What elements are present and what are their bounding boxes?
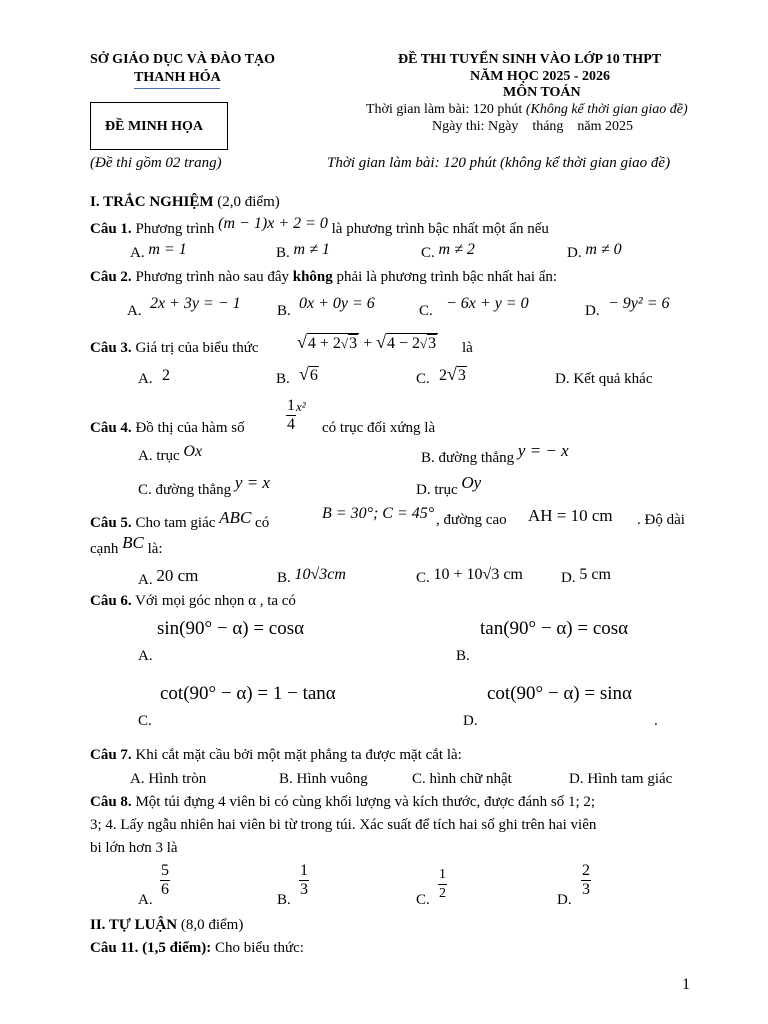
- q5-triangle: ABC: [219, 508, 252, 527]
- q3-b-key: B.: [276, 371, 290, 387]
- q2-pre: Phương trình nào sau đây: [131, 269, 293, 285]
- q1-c-key: C.: [421, 245, 435, 261]
- q6-b-key: B.: [456, 648, 470, 664]
- q4-pre: Đồ thị của hàm số: [131, 420, 245, 436]
- q5-post: . Độ dài: [637, 512, 685, 528]
- q6-label: Câu 6.: [90, 593, 132, 609]
- exam-title: ĐỀ THI TUYỂN SINH VÀO LỚP 10 THPT: [398, 52, 662, 67]
- q1-b-key: B.: [276, 245, 290, 261]
- q8-c-den: 2: [439, 886, 446, 901]
- q2-post: phải là phương trình bậc nhất hai ẩn:: [332, 269, 558, 285]
- q8-line3: bi lớn hơn 3 là: [90, 840, 178, 856]
- q1-expression: (m − 1)x + 2 = 0: [218, 215, 328, 232]
- q6-c-formula: cot(90° − α) = 1 − tanα: [160, 683, 336, 704]
- q7-option-d: D. Hình tam giác: [569, 771, 673, 787]
- q5-option-b: [277, 566, 346, 587]
- q7-option-b: B. Hình vuông: [279, 771, 368, 787]
- q4-option-d: [416, 473, 482, 499]
- q3-d-key: D.: [555, 371, 570, 387]
- q6-d-formula: cot(90° − α) = sinα: [487, 683, 632, 704]
- q2-c-value: − 6x + y = 0: [446, 295, 529, 312]
- q1-pre: Phương trình: [131, 221, 219, 237]
- q4-d-key: D. trục: [416, 482, 462, 498]
- q4-d-value: Oy: [461, 473, 482, 492]
- q2-a-key: A.: [127, 303, 142, 319]
- q4-a-key: A. trục: [138, 448, 184, 464]
- q4-denominator: 4: [287, 416, 295, 433]
- radical-icon: √: [376, 332, 386, 352]
- time-note: [366, 102, 688, 118]
- q3-plus: +: [363, 335, 373, 352]
- exam-date: Ngày thi: Ngày tháng năm 2025: [432, 119, 634, 134]
- q5-d-key: D.: [561, 570, 576, 586]
- q8-d-key: D.: [557, 892, 572, 908]
- q8-line1: Một túi đựng 4 viên bi có cùng khối lượng và kích thước, được đánh số 1; 2;: [131, 794, 596, 810]
- q4-numerator: 1: [287, 397, 295, 414]
- q4-option-b: [421, 441, 569, 467]
- sample-exam-label: ĐỀ MINH HỌA: [105, 119, 203, 134]
- q3-pre: Giá trị của biểu thức: [131, 340, 259, 356]
- q1-label: Câu 1.: [90, 221, 132, 237]
- q4-post: có trục đối xứng là: [322, 420, 436, 436]
- q6-trailing-dot: .: [654, 713, 658, 729]
- question-6: [90, 593, 296, 610]
- q7-option-a: A. Hình tròn: [130, 771, 207, 787]
- q4-a-value: Ox: [183, 443, 203, 460]
- q11-label: Câu 11. (1,5 điểm):: [90, 940, 212, 956]
- q8-a-num: 5: [161, 862, 169, 879]
- q1-a-key: A.: [130, 245, 145, 261]
- q4-option-c: [138, 473, 270, 499]
- q3-c-key: C.: [416, 371, 430, 387]
- q5-a-key: A.: [138, 572, 153, 588]
- q3-label: Câu 3.: [90, 340, 132, 356]
- q2-b-key: B.: [277, 303, 291, 319]
- question-7: [90, 747, 462, 764]
- q6-a-key: A.: [138, 648, 153, 664]
- time-note-italic: (Không kể thời gian giao đề): [525, 102, 688, 117]
- question-11: [90, 940, 304, 957]
- q4-c-key: C. đường thẳng: [138, 482, 235, 498]
- q2-d-key: D.: [585, 303, 600, 319]
- q8-c-key: C.: [416, 892, 430, 908]
- radical-icon: √: [447, 364, 457, 384]
- q6-pre: Với mọi góc nhọn α , ta có: [131, 593, 296, 609]
- q6-c-key: C.: [138, 713, 152, 729]
- question-2: [90, 269, 557, 286]
- q5-angles: B = 30°; C = 45°: [322, 505, 435, 522]
- q4-label: Câu 4.: [90, 420, 132, 436]
- q5-d-value: 5 cm: [579, 566, 611, 583]
- header-underline: [134, 88, 220, 89]
- q2-c-key: C.: [419, 303, 433, 319]
- q3-expression: [297, 332, 438, 353]
- q8-line2: 3; 4. Lấy ngẫu nhiên hai viên bi từ trong túi. Xác suất để tích hai số ghi trên hai viên: [90, 817, 597, 833]
- q1-c-value: m ≠ 2: [438, 241, 475, 258]
- q8-d-fraction: [581, 862, 591, 899]
- q8-a-fraction: [160, 862, 170, 899]
- q2-a-value: 2x + 3y = − 1: [150, 295, 241, 312]
- q8-label: Câu 8.: [90, 794, 132, 810]
- radical-icon: √: [297, 332, 307, 352]
- q5-altitude: AH = 10 cm: [528, 506, 613, 525]
- q1-d-value: m ≠ 0: [585, 241, 622, 258]
- q2-bold: không: [292, 269, 333, 285]
- q8-b-key: B.: [277, 892, 291, 908]
- q4-b-key: B. đường thẳng: [421, 450, 518, 466]
- q8-b-num: 1: [300, 862, 308, 879]
- q4-b-value: y = − x: [517, 441, 569, 460]
- province-name: THANH HÓA: [134, 70, 221, 85]
- time-note-prefix: Thời gian làm bài: 120 phút: [366, 102, 526, 117]
- q5-line2-prefix: cạnh: [90, 541, 123, 557]
- q4-function: [286, 397, 306, 434]
- q5-mid2: , đường cao: [436, 512, 507, 528]
- part1-points: (2,0 điểm): [213, 194, 280, 210]
- question-1: [90, 215, 549, 238]
- q7-label: Câu 7.: [90, 747, 132, 763]
- q3-radicand-1: 4 + 2: [307, 335, 341, 352]
- q1-post: là phương trình bậc nhất một ẩn nếu: [327, 221, 549, 237]
- q2-label: Câu 2.: [90, 269, 132, 285]
- q5-option-c: [416, 566, 523, 587]
- q3-c-value: [439, 364, 467, 385]
- q8-d-num: 2: [582, 862, 590, 879]
- q3-post: là: [462, 340, 473, 356]
- part2-title: II. TỰ LUẬN: [90, 917, 178, 933]
- q4-variable: x²: [296, 398, 306, 414]
- part2-points: (8,0 điểm): [177, 917, 244, 933]
- page-number: 1: [682, 976, 690, 993]
- q8-b-fraction: [299, 862, 309, 899]
- question-4: [90, 420, 245, 437]
- q3-root-3b: 3: [428, 335, 437, 352]
- q5-c-key: C.: [416, 570, 430, 586]
- q5-b-key: B.: [277, 570, 291, 586]
- q7-text: Khi cắt mặt cầu bởi một mặt phẳng ta được mặt cắt là:: [131, 747, 462, 763]
- q3-b-radicand: 6: [309, 367, 318, 384]
- q1-d-key: D.: [567, 245, 582, 261]
- q3-b-value: [299, 364, 319, 385]
- q4-option-a: [138, 443, 203, 465]
- pages-note: (Đề thi gồm 02 trang): [90, 155, 222, 171]
- q8-a-den: 6: [161, 881, 169, 898]
- q1-option-c: [421, 241, 475, 262]
- radical-icon: √: [420, 336, 428, 351]
- q5-label: Câu 5.: [90, 515, 132, 531]
- q5-line2: [90, 533, 163, 558]
- q7-option-c: C. hình chữ nhật: [412, 771, 512, 787]
- time-note-2: Thời gian làm bài: 120 phút (không kể thời gian giao đề): [327, 155, 671, 171]
- q5-pre: Cho tam giác: [131, 515, 220, 531]
- part2-heading: [90, 917, 243, 934]
- q8-c-num: 1: [438, 866, 447, 885]
- q1-option-d: [567, 241, 622, 262]
- q5-c-value: 10 + 10√3 cm: [433, 566, 523, 583]
- radical-icon: √: [340, 336, 349, 351]
- question-3: [90, 340, 259, 357]
- q3-a-key: A.: [138, 371, 153, 387]
- q1-a-value: m = 1: [148, 241, 187, 258]
- q2-d-value: − 9y² = 6: [608, 295, 670, 312]
- q8-b-den: 3: [300, 881, 308, 898]
- q5-line2-suffix: là:: [143, 541, 163, 557]
- q3-root-3a: 3: [349, 335, 358, 352]
- q5-b-value: 10√3cm: [294, 566, 346, 583]
- q5-option-d: [561, 566, 611, 587]
- q1-option-a: [130, 241, 187, 262]
- q5-a-value: 20 cm: [156, 566, 199, 585]
- q3-c-coef: 2: [439, 367, 447, 384]
- department-name: SỞ GIÁO DỤC VÀ ĐÀO TẠO: [90, 52, 276, 67]
- q6-b-formula: tan(90° − α) = cosα: [480, 618, 629, 639]
- q5-option-a: [138, 566, 199, 589]
- question-5: [90, 508, 270, 532]
- question-8: [90, 794, 595, 811]
- q8-a-key: A.: [138, 892, 153, 908]
- q5-mid: có: [251, 515, 270, 531]
- q4-c-value: y = x: [234, 473, 270, 492]
- part1-title: I. TRẮC NGHIỆM: [90, 194, 214, 210]
- q2-b-value: 0x + 0y = 6: [299, 295, 375, 312]
- q6-d-key: D.: [463, 713, 478, 729]
- q5-side: BC: [122, 533, 144, 552]
- q3-option-d: [555, 371, 652, 388]
- subject: MÔN TOÁN: [503, 85, 581, 100]
- q1-option-b: [276, 241, 330, 262]
- school-year: NĂM HỌC 2025 - 2026: [470, 69, 610, 84]
- radical-icon: √: [299, 364, 309, 384]
- q3-a-value: 2: [162, 367, 170, 384]
- q11-text: Cho biểu thức:: [211, 940, 304, 956]
- q3-c-radicand: 3: [457, 367, 466, 384]
- q8-d-den: 3: [582, 881, 590, 898]
- q3-radicand-2: 4 − 2: [386, 335, 421, 352]
- q8-c-fraction: [438, 866, 447, 903]
- q6-a-formula: sin(90° − α) = cosα: [157, 618, 305, 639]
- q1-b-value: m ≠ 1: [293, 241, 330, 258]
- part1-heading: [90, 194, 280, 211]
- q3-d-value: Kết quả khác: [573, 371, 653, 387]
